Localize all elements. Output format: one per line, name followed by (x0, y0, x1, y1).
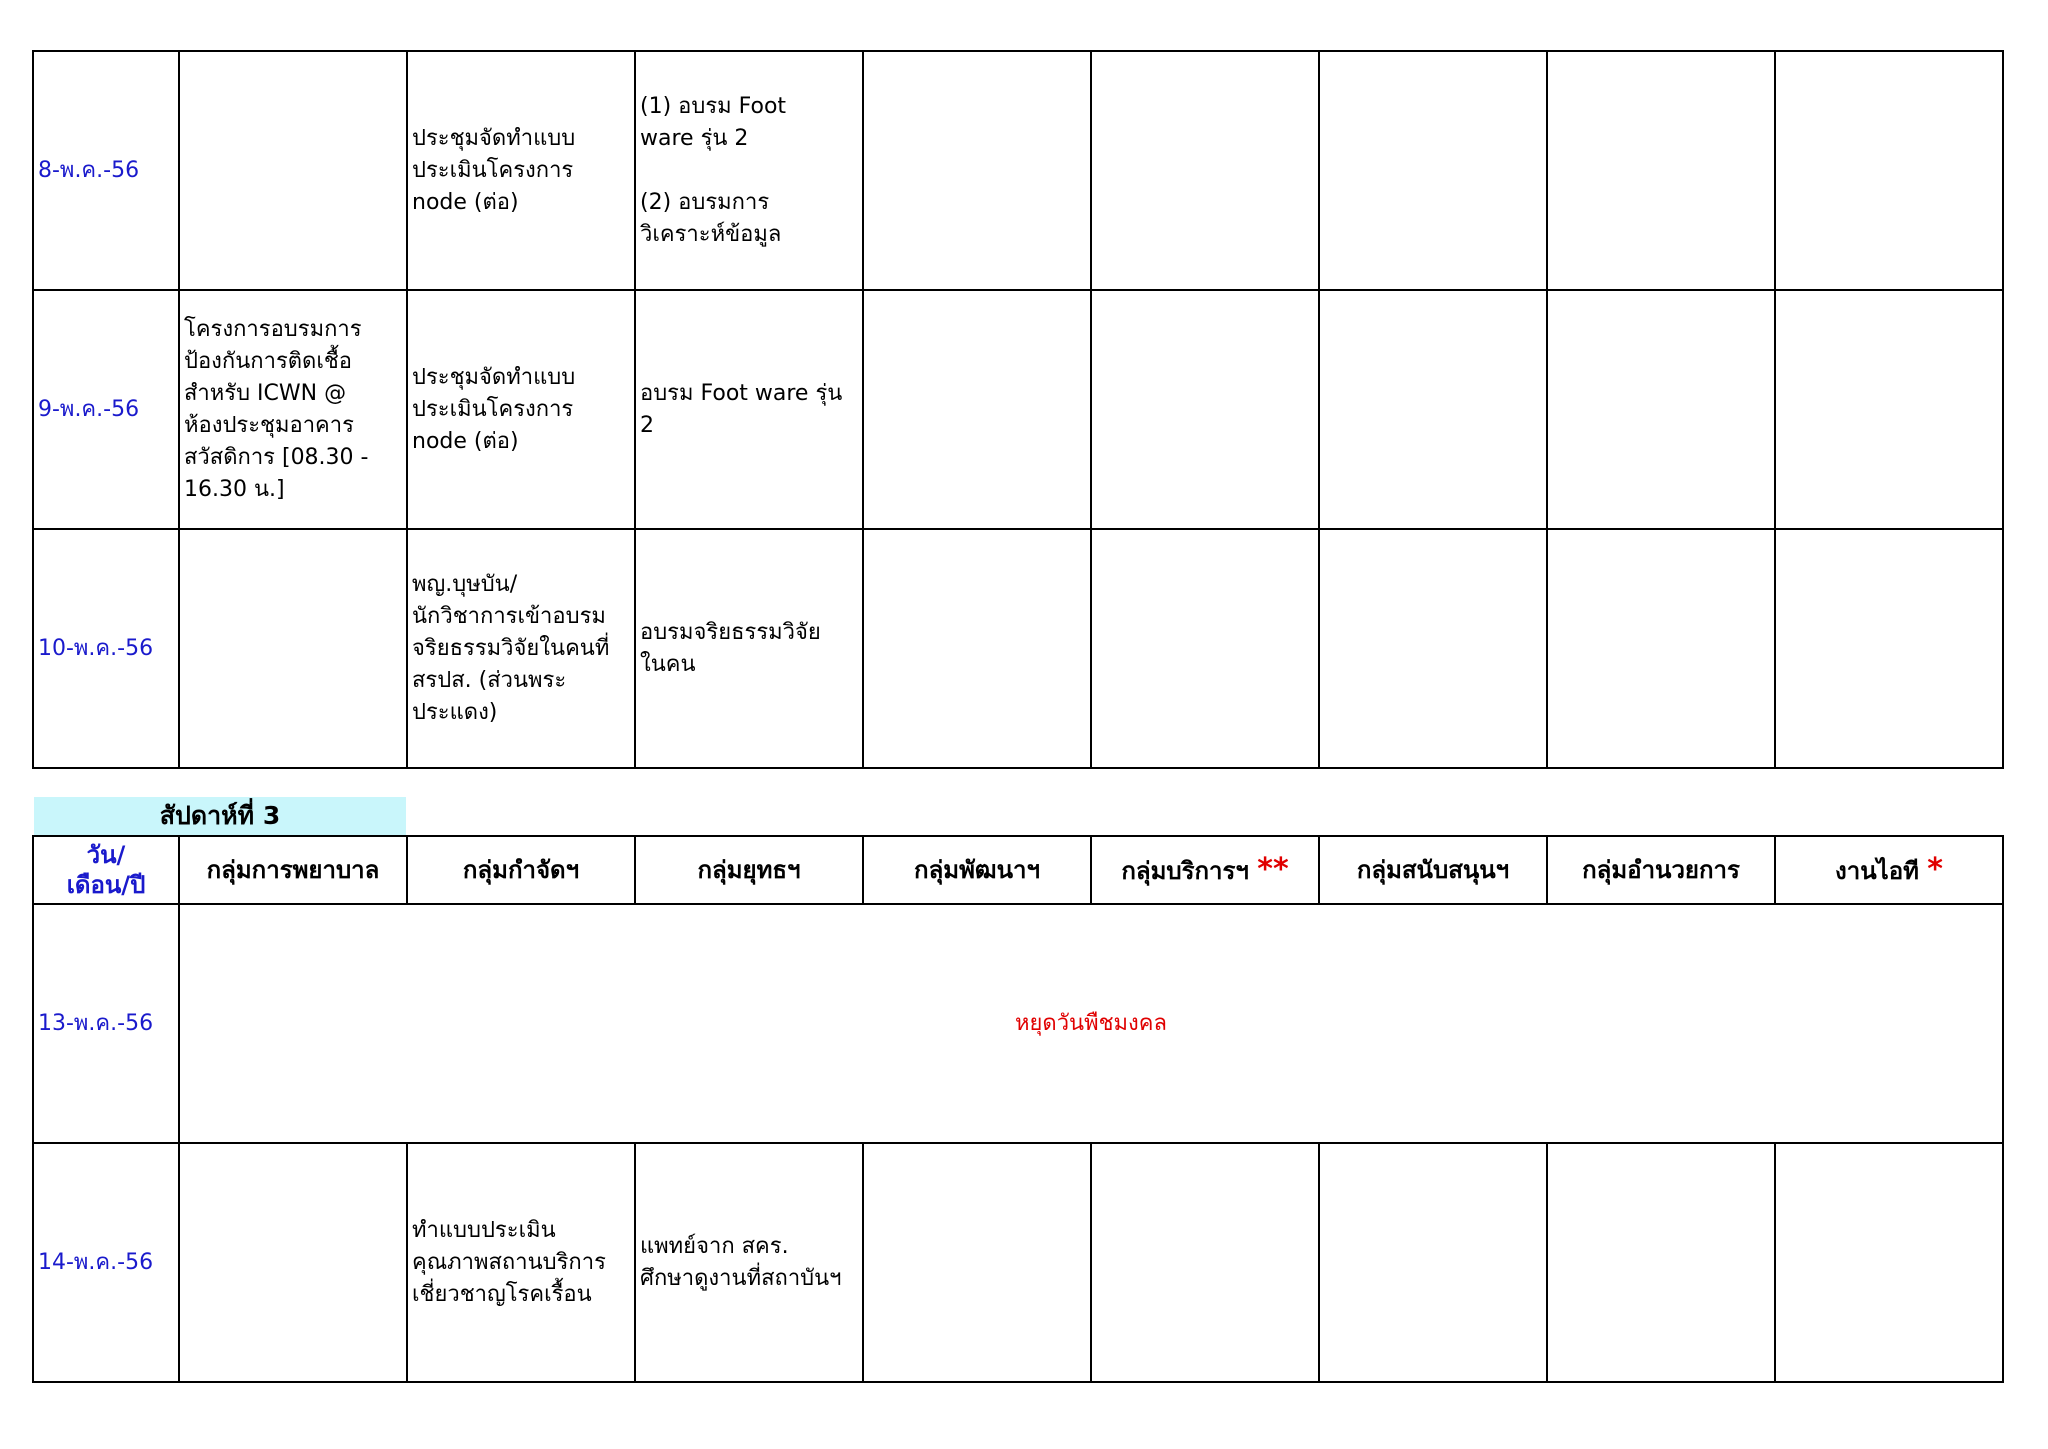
nursing-cell (179, 1143, 407, 1382)
development-cell (863, 1143, 1091, 1382)
header-label: กลุ่มอำนวยการ (1582, 856, 1740, 884)
support-cell (1319, 529, 1547, 768)
administration-cell (1547, 1143, 1775, 1382)
support-cell (1319, 290, 1547, 529)
service-cell (1091, 290, 1319, 529)
header-label: กลุ่มยุทธฯ (697, 856, 801, 884)
disease-control-cell: ประชุมจัดทำแบบ ประเมินโครงการ node (ต่อ) (407, 51, 635, 290)
table-row (33, 904, 2003, 1143)
strategy-cell: (1) อบรม Foot ware รุ่น 2 (2) อบรมการ วิเคราะห์ข้อมูล (635, 51, 863, 290)
date-cell: 10-พ.ค.-56 (33, 529, 179, 768)
schedule-table-week-3 (32, 835, 2004, 1383)
week-label: สัปดาห์ที่ 3 (34, 797, 406, 835)
administration-cell (1547, 529, 1775, 768)
service-cell (1091, 1143, 1319, 1382)
schedule-table-week-2 (32, 50, 2004, 769)
table-row (33, 51, 2003, 290)
development-cell (863, 51, 1091, 290)
column-header-nursing (179, 836, 407, 904)
nursing-cell (179, 529, 407, 768)
it-cell (1775, 51, 2003, 290)
holiday-cell: หยุดวันพืชมงคล (179, 904, 2003, 1143)
disease-control-cell: ทำแบบประเมิน คุณภาพสถานบริการ เชี่ยวชาญโรคเรื้อน (407, 1143, 635, 1382)
nursing-cell (179, 51, 407, 290)
header-label: งานไอที (1835, 856, 1919, 885)
disease-control-cell: พญ.บุษบัน/ นักวิชาการเข้าอบรม จริยธรรมวิจัยในคนที่ สรปส. (ส่วนพระ ประแดง) (407, 529, 635, 768)
column-header-development (863, 836, 1091, 904)
development-cell (863, 290, 1091, 529)
header-label: กลุ่มพัฒนาฯ (914, 856, 1040, 884)
support-cell (1319, 1143, 1547, 1382)
disease-control-cell: ประชุมจัดทำแบบ ประเมินโครงการ node (ต่อ) (407, 290, 635, 529)
it-cell (1775, 529, 2003, 768)
date-cell: 13-พ.ค.-56 (33, 904, 179, 1143)
star-marker: ** (1257, 851, 1289, 887)
strategy-cell: อบรมจริยธรรมวิจัย ในคน (635, 529, 863, 768)
header-label: กลุ่มบริการฯ (1121, 856, 1249, 885)
it-cell (1775, 290, 2003, 529)
development-cell (863, 529, 1091, 768)
column-header-administration (1547, 836, 1775, 904)
service-cell (1091, 529, 1319, 768)
service-cell (1091, 51, 1319, 290)
nursing-cell: โครงการอบรมการ ป้องกันการติดเชื้อ สำหรับ ICWN @ ห้องประชุมอาคาร สวัสดิการ [08.30 - 16.30 น.] (179, 290, 407, 529)
table-row (33, 529, 2003, 768)
it-cell (1775, 1143, 2003, 1382)
administration-cell (1547, 290, 1775, 529)
strategy-cell: อบรม Foot ware รุ่น 2 (635, 290, 863, 529)
column-header-it (1775, 836, 2003, 904)
administration-cell (1547, 51, 1775, 290)
column-header-support (1319, 836, 1547, 904)
star-marker: * (1927, 851, 1943, 887)
header-row (33, 836, 2003, 904)
date-cell: 8-พ.ค.-56 (33, 51, 179, 290)
header-label: กลุ่มกำจัดฯ (462, 856, 580, 884)
header-label: กลุ่มการพยาบาล (206, 856, 380, 884)
support-cell (1319, 51, 1547, 290)
date-cell: 9-พ.ค.-56 (33, 290, 179, 529)
column-header-service (1091, 836, 1319, 904)
date-column-header: วัน/ เดือน/ปี (33, 836, 179, 904)
table-row (33, 290, 2003, 529)
strategy-cell: แพทย์จาก สคร. ศึกษาดูงานที่สถาบันฯ (635, 1143, 863, 1382)
table-row (33, 1143, 2003, 1382)
column-header-strategy (635, 836, 863, 904)
header-label: กลุ่มสนับสนุนฯ (1356, 856, 1510, 884)
column-header-disease-control (407, 836, 635, 904)
date-cell: 14-พ.ค.-56 (33, 1143, 179, 1382)
